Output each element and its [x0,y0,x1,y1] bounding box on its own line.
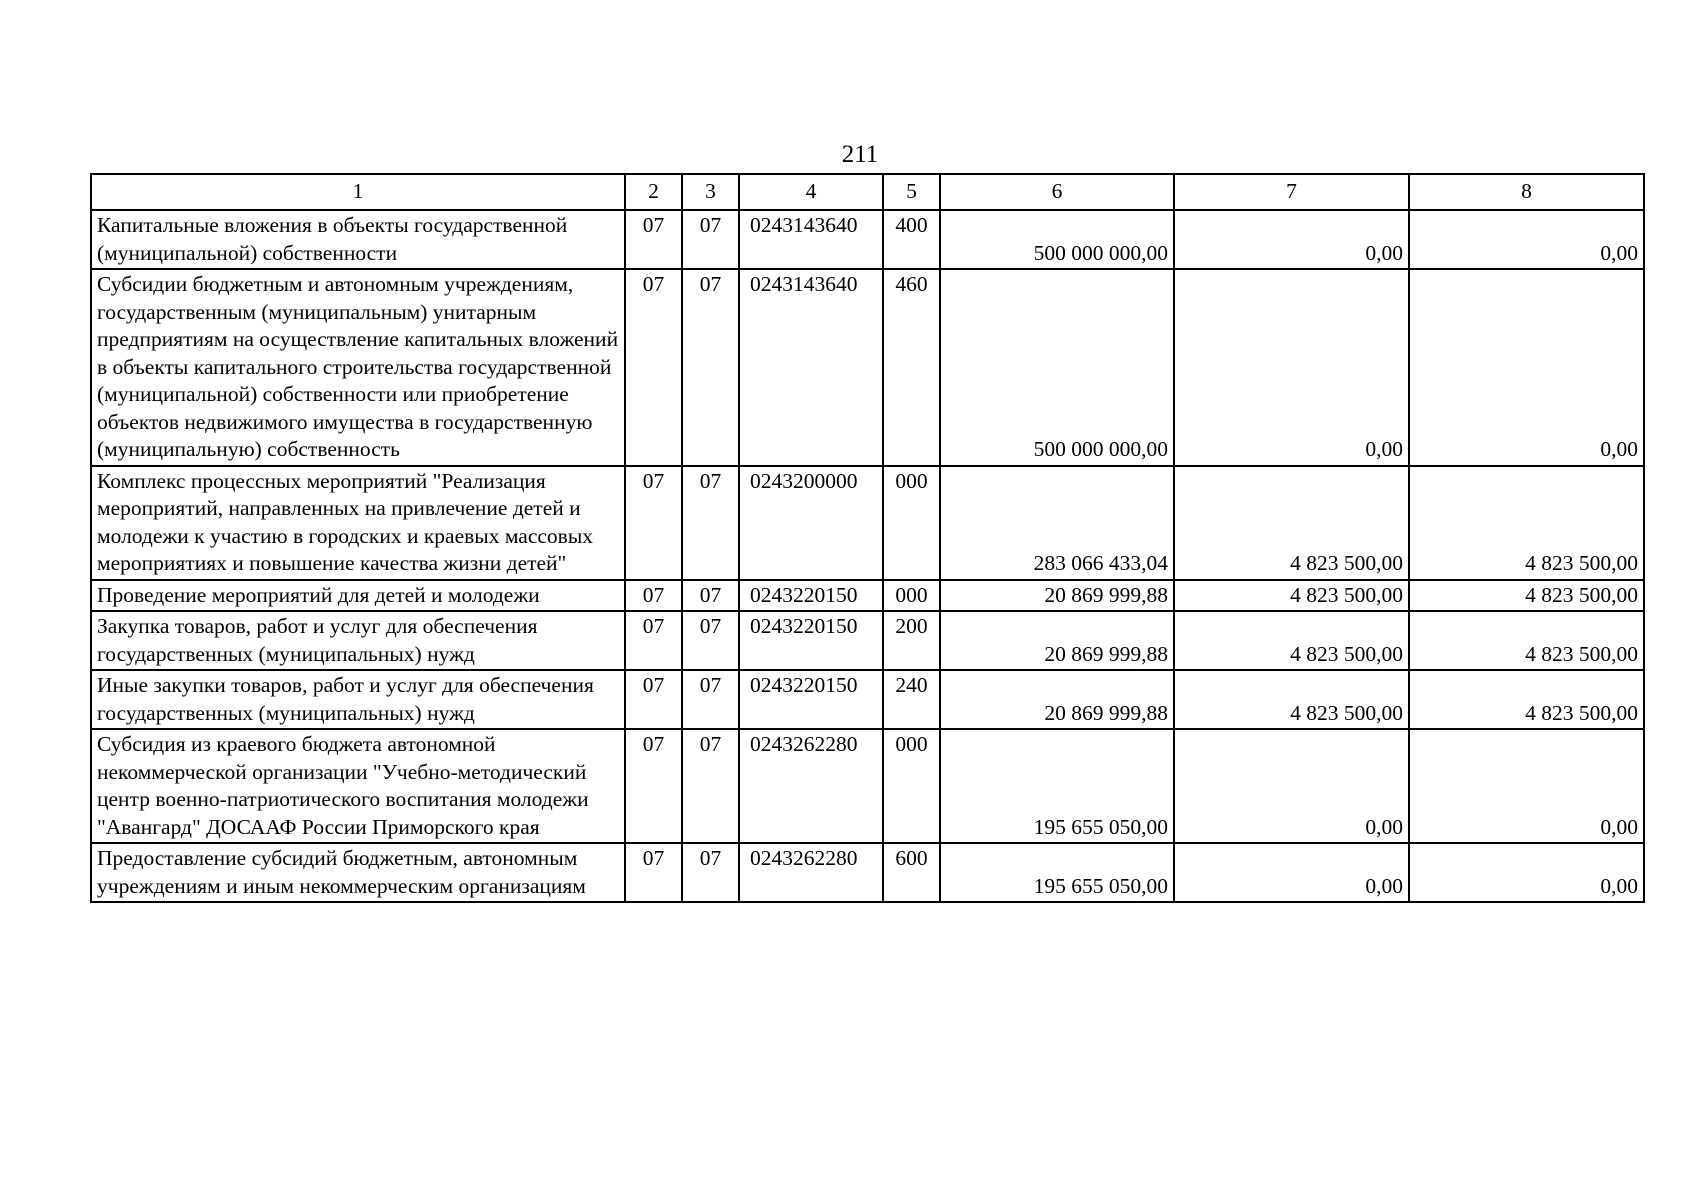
section-code: 07 [625,210,682,269]
row-name: Закупка товаров, работ и услуг для обеспечения государственных (муниципальных) нужд [91,611,625,670]
amount-col6: 500 000 000,00 [940,269,1174,466]
column-header: 1 [91,174,625,210]
subsection-code: 07 [682,670,739,729]
amount-col7: 4 823 500,00 [1174,466,1409,580]
expense-type-code: 400 [883,210,940,269]
amount-col7: 0,00 [1174,269,1409,466]
amount-col8: 0,00 [1409,843,1644,902]
column-header: 2 [625,174,682,210]
target-article-code: 0243220150 [739,670,883,729]
page-number: 211 [841,141,879,168]
subsection-code: 07 [682,611,739,670]
amount-col6: 195 655 050,00 [940,729,1174,843]
target-article-code: 0243220150 [739,611,883,670]
table-row [91,466,1644,580]
column-header: 6 [940,174,1174,210]
amount-col8: 0,00 [1409,210,1644,269]
row-name: Предоставление субсидий бюджетным, автономным учреждениям и иным некоммерческим организациям [91,843,625,902]
amount-col6: 195 655 050,00 [940,843,1174,902]
amount-col7: 4 823 500,00 [1174,670,1409,729]
column-header: 3 [682,174,739,210]
subsection-code: 07 [682,580,739,612]
amount-col7: 0,00 [1174,843,1409,902]
expense-type-code: 200 [883,611,940,670]
section-code: 07 [625,611,682,670]
target-article-code: 0243262280 [739,729,883,843]
expense-type-code: 000 [883,466,940,580]
subsection-code: 07 [682,269,739,466]
table-row [91,670,1644,729]
row-name: Проведение мероприятий для детей и молодежи [91,580,625,612]
amount-col8: 4 823 500,00 [1409,611,1644,670]
budget-table [90,173,1645,903]
subsection-code: 07 [682,729,739,843]
target-article-code: 0243262280 [739,843,883,902]
target-article-code: 0243220150 [739,580,883,612]
expense-type-code: 460 [883,269,940,466]
expense-type-code: 240 [883,670,940,729]
subsection-code: 07 [682,210,739,269]
section-code: 07 [625,670,682,729]
section-code: 07 [625,466,682,580]
section-code: 07 [625,843,682,902]
row-name: Капитальные вложения в объекты государственной (муниципальной) собственности [91,210,625,269]
row-name: Иные закупки товаров, работ и услуг для обеспечения государственных (муниципальных) нужд [91,670,625,729]
table-row [91,210,1644,269]
table-row [91,269,1644,466]
column-header: 4 [739,174,883,210]
subsection-code: 07 [682,843,739,902]
amount-col7: 4 823 500,00 [1174,580,1409,612]
amount-col8: 0,00 [1409,269,1644,466]
amount-col6: 500 000 000,00 [940,210,1174,269]
column-number-row [91,174,1644,210]
amount-col6: 20 869 999,88 [940,611,1174,670]
amount-col6: 283 066 433,04 [940,466,1174,580]
table-row [91,729,1644,843]
column-header: 5 [883,174,940,210]
table-row [91,580,1644,612]
row-name: Субсидия из краевого бюджета автономной некоммерческой организации "Учебно-методический центр военно-патриотического воспитания молодежи "Авангард" ДОСААФ России Приморского края [91,729,625,843]
column-header: 7 [1174,174,1409,210]
column-header: 8 [1409,174,1644,210]
row-name: Субсидии бюджетным и автономным учреждениям, государственным (муниципальным) унитарным предприятиям на осуществление капитальных вложений в объекты капитального строительства государственной (муниципальной) собственности или приобретение объектов недвижимого имущества в государственную (муниципальную) собственность [91,269,625,466]
table-row [91,843,1644,902]
row-name: Комплекс процессных мероприятий "Реализация мероприятий, направленных на привлечение детей и молодежи к участию в городских и краевых массовых мероприятиях и повышение качества жизни детей" [91,466,625,580]
section-code: 07 [625,269,682,466]
amount-col8: 4 823 500,00 [1409,670,1644,729]
expense-type-code: 600 [883,843,940,902]
amount-col7: 4 823 500,00 [1174,611,1409,670]
table-row [91,611,1644,670]
amount-col6: 20 869 999,88 [940,580,1174,612]
amount-col8: 4 823 500,00 [1409,580,1644,612]
target-article-code: 0243143640 [739,269,883,466]
subsection-code: 07 [682,466,739,580]
section-code: 07 [625,580,682,612]
amount-col8: 0,00 [1409,729,1644,843]
expense-type-code: 000 [883,580,940,612]
amount-col6: 20 869 999,88 [940,670,1174,729]
expense-type-code: 000 [883,729,940,843]
target-article-code: 0243143640 [739,210,883,269]
amount-col7: 0,00 [1174,210,1409,269]
amount-col7: 0,00 [1174,729,1409,843]
target-article-code: 0243200000 [739,466,883,580]
amount-col8: 4 823 500,00 [1409,466,1644,580]
section-code: 07 [625,729,682,843]
